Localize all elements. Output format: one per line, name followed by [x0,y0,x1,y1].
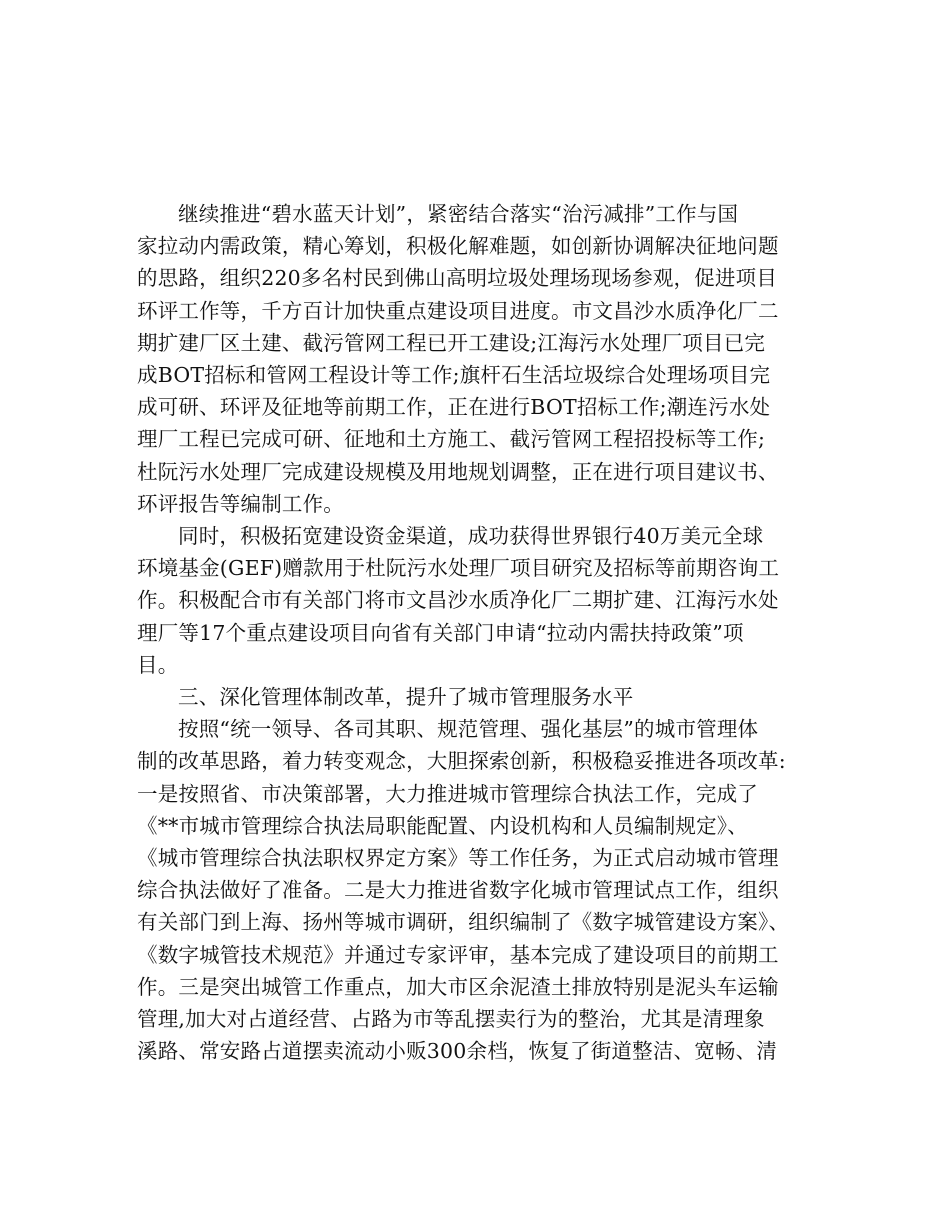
text-line: 家拉动内需政策，精心筹划，积极化解难题，如创新协调解决征地问题 [137,234,779,259]
text-line: 杜阮污水处理厂完成建设规模及用地规划调整，正在进行项目建议书、 [137,459,779,484]
text-line: 作。积极配合市有关部门将市文昌沙水质净化厂二期扩建、江海污水处 [137,588,779,613]
text-line: 理厂等17个重点建设项目向省有关部门申请“拉动内需扶持政策”项 [137,620,744,645]
text-line: 目。 [137,652,179,677]
text-line: 管理,加大对占道经营、占路为市等乱摆卖行为的整治，尤其是清理象 [137,1007,765,1032]
document-body [137,198,820,1067]
paragraph-1 [137,198,820,520]
text-line: 《**市城市管理综合执法局职能配置、内设机构和人员编制规定》、 [137,813,748,838]
text-line: 《数字城管技术规范》并通过专家评审，基本完成了建设项目的前期工 [137,942,779,967]
section-heading [137,681,820,713]
text-line: 按照“统一领导、各司其职、规范管理、强化基层”的城市管理体 [178,717,759,742]
text-line: 《城市管理综合执法职权界定方案》等工作任务，为正式启动城市管理 [137,846,779,871]
heading-text: 三、深化管理体制改革，提升了城市管理服务水平 [178,685,634,710]
text-line: 环境基金(GEF)赠款用于杜阮污水处理厂项目研究及招标等前期咨询工 [137,556,780,581]
text-line: 成可研、环评及征地等前期工作，正在进行BOT招标工作;潮连污水处 [137,395,771,420]
text-line: 理厂工程已完成可研、征地和土方施工、截污管网工程招投标等工作; [137,427,766,452]
text-line: 期扩建厂区土建、截污管网工程已开工建设;江海污水处理厂项目已完 [137,330,766,355]
text-line: 的思路，组织220多名村民到佛山高明垃圾处理场现场参观，促进项目 [137,266,778,291]
text-line: 溪路、常安路占道摆卖流动小贩300余档，恢复了街道整洁、宽畅、清 [137,1039,778,1064]
text-line: 作。三是突出城管工作重点，加大市区余泥渣土排放特别是泥头车运输 [137,974,779,999]
paragraph-3 [137,713,820,1067]
text-line: 成BOT招标和管网工程设计等工作;旗杆石生活垃圾综合处理场项目完 [137,363,771,388]
text-line: 继续推进“碧水蓝天计划”，紧密结合落实“治污减排”工作与国 [178,202,739,226]
text-line: 有关部门到上海、扬州等城市调研，组织编制了《数字城管建设方案》、 [137,910,790,935]
paragraph-2 [137,520,820,681]
text-line: 同时，积极拓宽建设资金渠道，成功获得世界银行40万美元全球 [178,524,764,549]
text-line: 综合执法做好了准备。二是大力推进省数字化城市管理试点工作，组织 [137,878,779,903]
text-line: 制的改革思路，着力转变观念，大胆探索创新，积极稳妥推进各项改革: [137,749,786,774]
text-line: 环评工作等，千方百计加快重点建设项目进度。市文昌沙水质净化厂二 [137,298,779,323]
text-line: 一是按照省、市决策部署，大力推进城市管理综合执法工作，完成了 [137,781,758,806]
text-line: 环评报告等编制工作。 [137,491,344,516]
